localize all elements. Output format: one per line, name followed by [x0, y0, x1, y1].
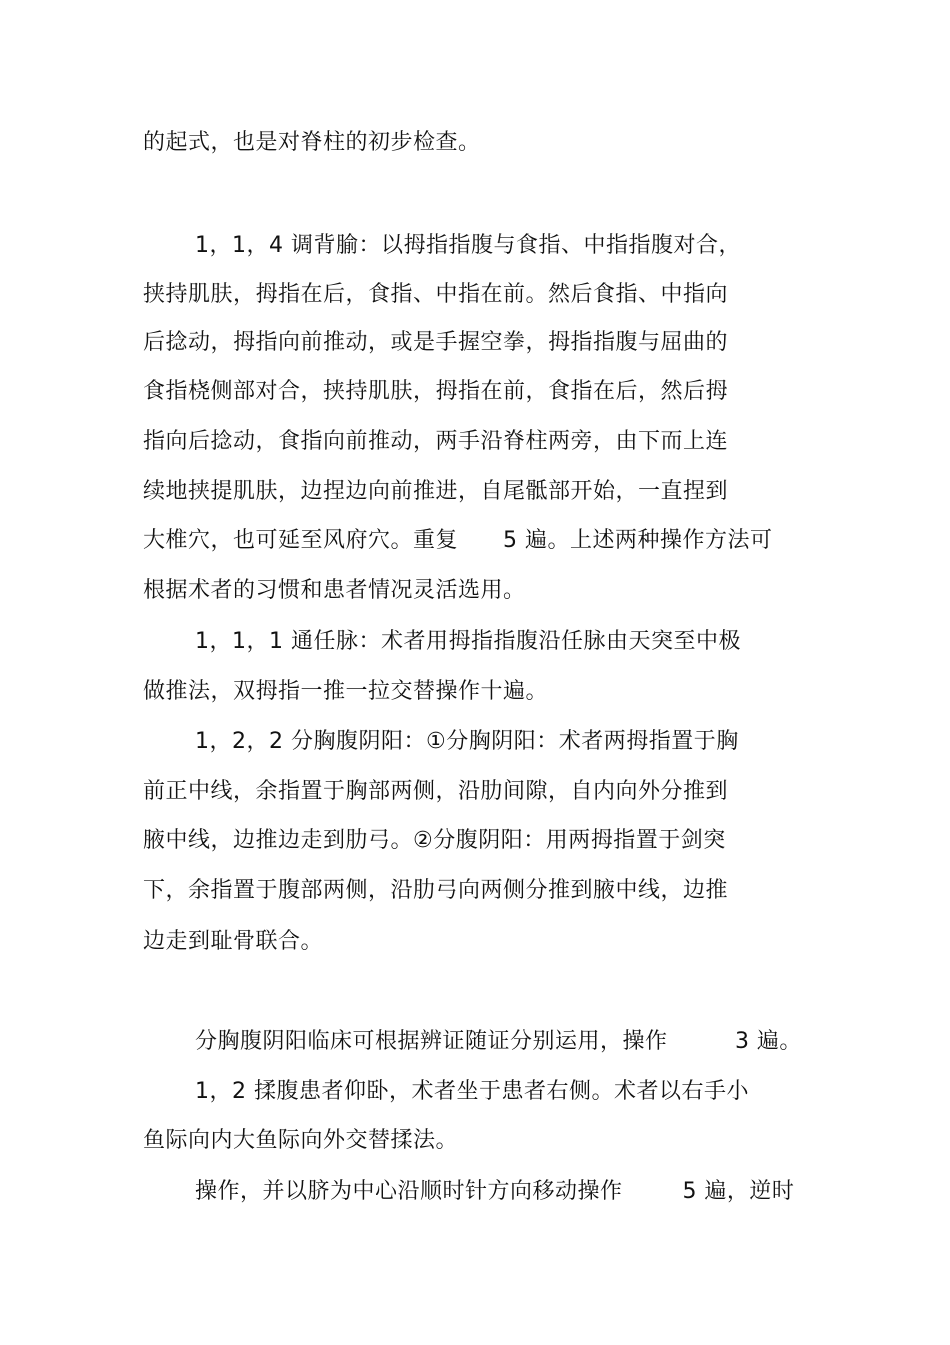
text-line: 鱼际向内大鱼际向外交替揉法。 — [143, 1128, 459, 1153]
text-line: 1，2，2 分胸腹阴阳：①分胸阴阳：术者两拇指置于胸 — [195, 729, 739, 754]
text-line: 的起式，也是对脊柱的初步检查。 — [143, 130, 481, 155]
text-line: 1，1，4 调背腧：以拇指指腹与食指、中指指腹对合， — [195, 233, 741, 258]
text-line: 续地挟提肌肤，边捏边向前推进，自尾骶部开始，一直捏到 — [143, 479, 729, 504]
text-line: 边走到耻骨联合。 — [143, 929, 324, 954]
text-line: 分胸腹阴阳临床可根据辨证随证分别运用，操作 3 遍。 — [195, 1029, 802, 1054]
text-line: 操作，并以脐为中心沿顺时针方向移动操作 5 遍，逆时 — [195, 1179, 795, 1204]
text-line: 腋中线，边推边走到肋弓。②分腹阴阳：用两拇指置于剑突 — [143, 828, 726, 853]
text-line: 做推法，双拇指一推一拉交替操作十遍。 — [143, 679, 549, 704]
text-line: 食指桡侧部对合，挟持肌肤，拇指在前，食指在后，然后拇 — [143, 379, 729, 404]
text-line: 后捻动，拇指向前推动，或是手握空拳，拇指指腹与屈曲的 — [143, 330, 729, 355]
text-line: 大椎穴，也可延至风府穴。重复 5 遍。上述两种操作方法可 — [143, 528, 773, 553]
text-line: 根据术者的习惯和患者情况灵活选用。 — [143, 578, 526, 603]
text-line: 指向后捻动，食指向前推动，两手沿脊柱两旁，由下而上连 — [143, 429, 729, 454]
text-line: 1，1，1 通任脉：术者用拇指指腹沿任脉由天突至中极 — [195, 629, 741, 654]
text-line: 挟持肌肤，拇指在后，食指、中指在前。然后食指、中指向 — [143, 282, 729, 307]
text-line: 下，余指置于腹部两侧，沿肋弓向两侧分推到腋中线，边推 — [143, 878, 729, 903]
text-line: 前正中线，余指置于胸部两侧，沿肋间隙，自内向外分推到 — [143, 779, 729, 804]
text-line: 1，2 揉腹患者仰卧，术者坐于患者右侧。术者以右手小 — [195, 1079, 749, 1104]
